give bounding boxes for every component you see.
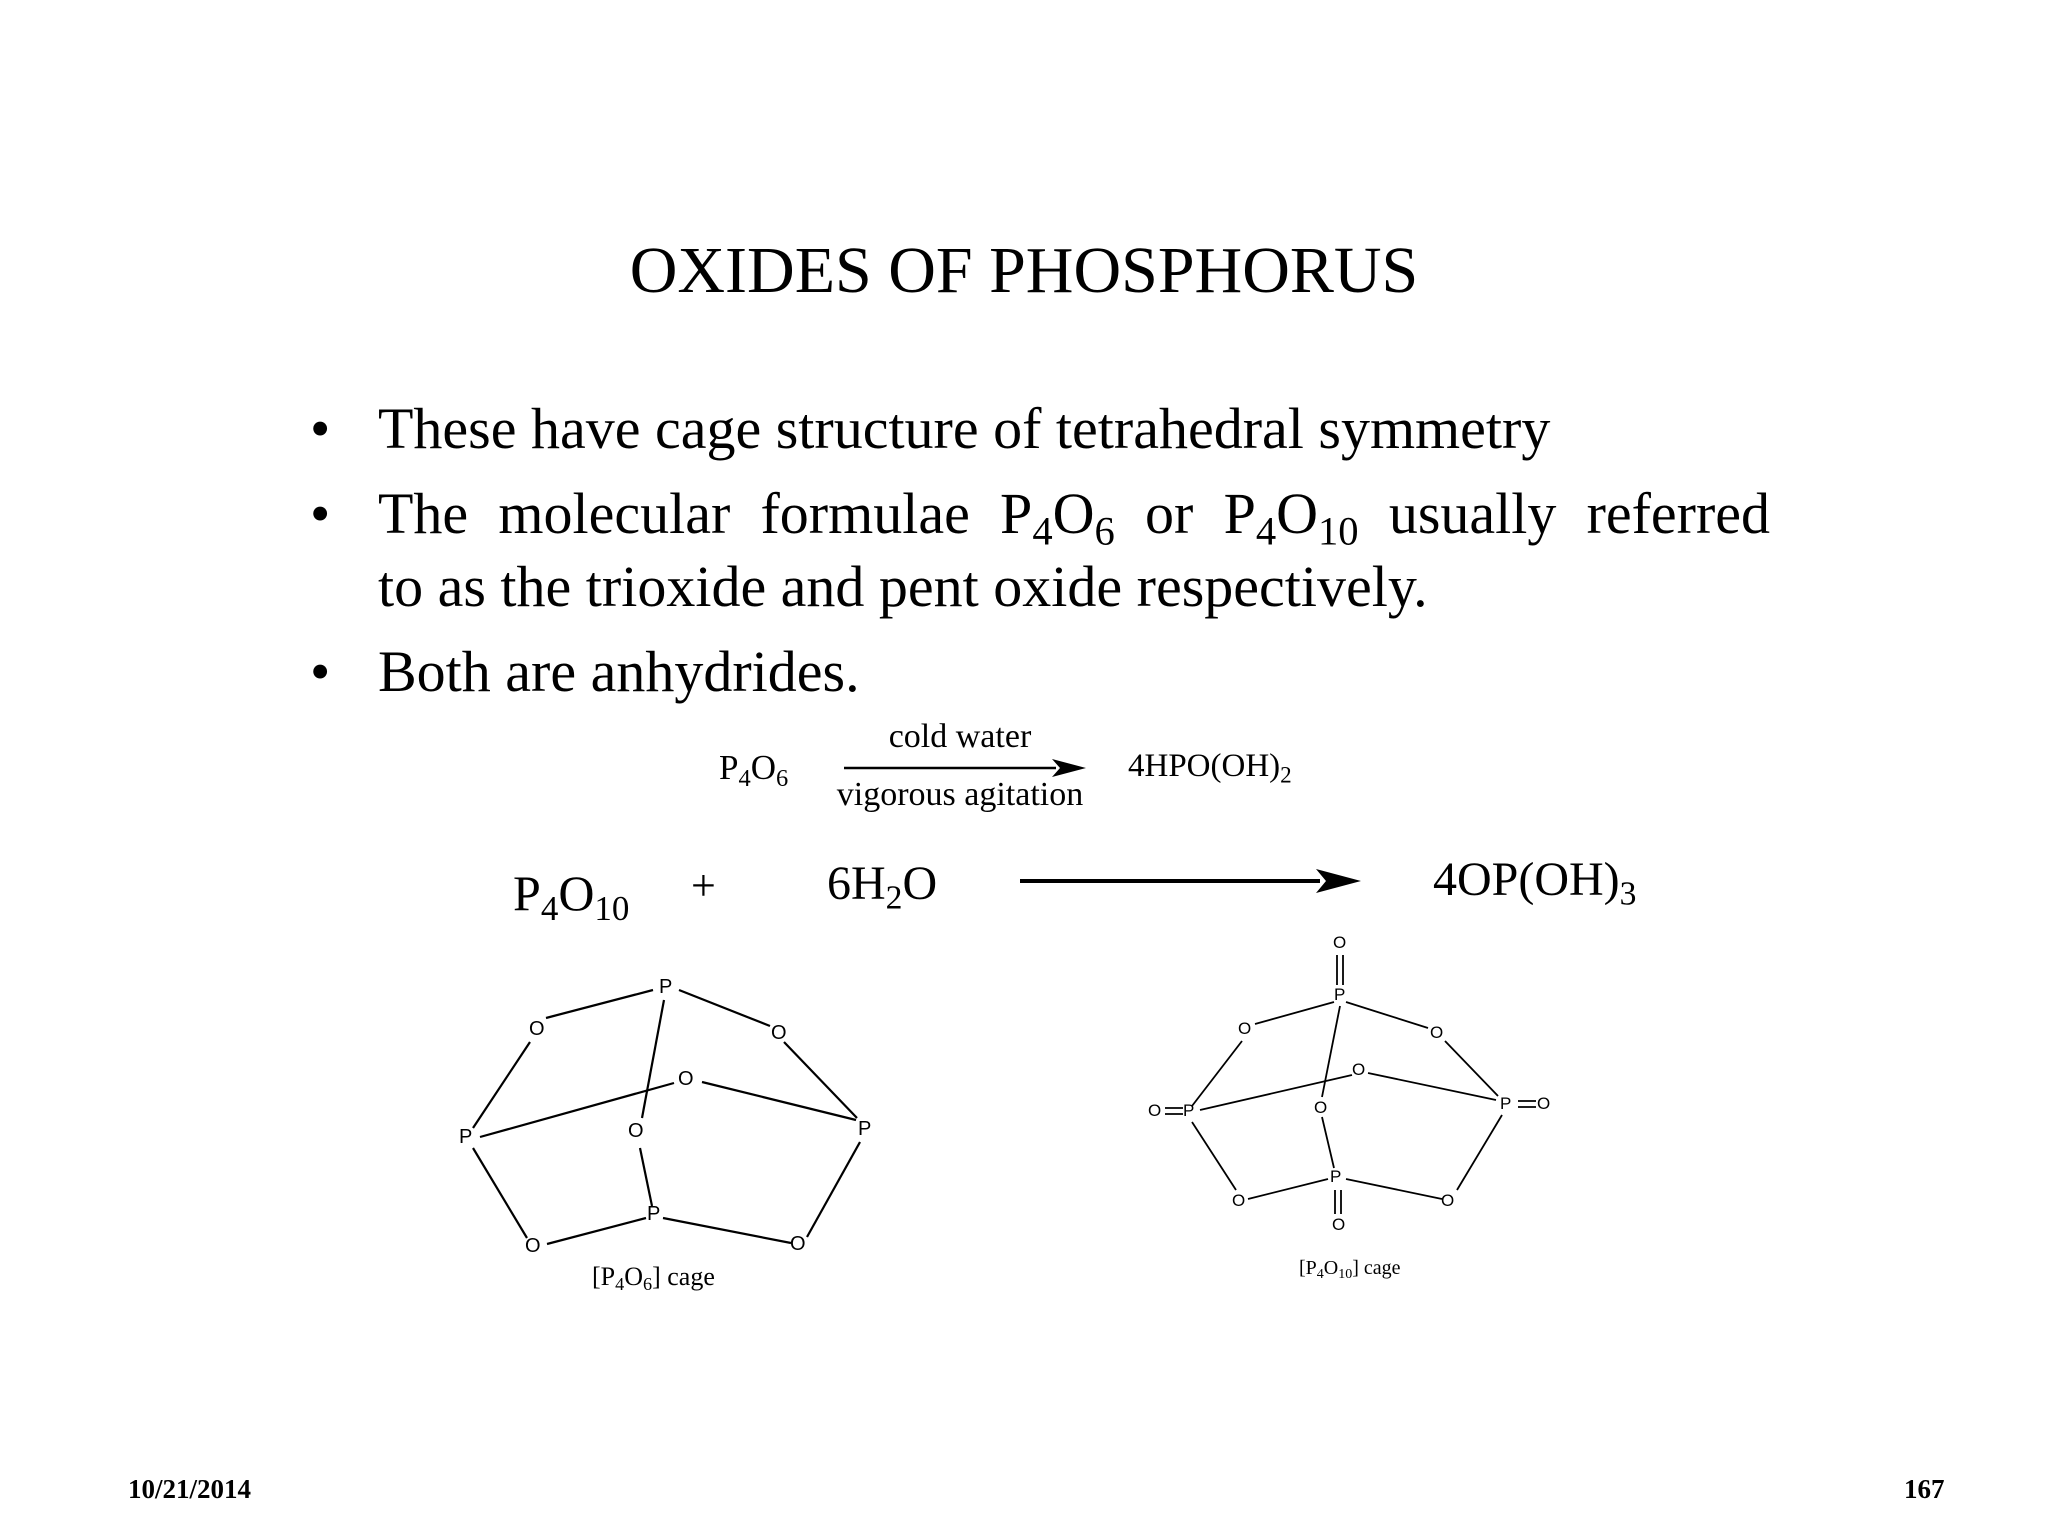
atom-o: O — [1352, 1060, 1366, 1079]
reaction1-condition-below: vigorous agitation — [836, 776, 1084, 813]
atom-p: P — [858, 1118, 872, 1140]
bullet-text-part: or — [1145, 481, 1194, 547]
p4o10-bonds — [1165, 955, 1536, 1214]
reaction2-arrow — [1020, 869, 1361, 893]
atom-o: O — [1333, 933, 1347, 952]
p4o10-caption: $[P_4O_{10}]$ cage — [1299, 1257, 1401, 1282]
atom-p: P — [1500, 1094, 1512, 1113]
bullet-text-part: The molecular formulae — [378, 481, 970, 547]
atom-o: O — [1430, 1023, 1444, 1042]
slide-title: OXIDES OF PHOSPHORUS — [629, 234, 1419, 307]
p4o6-caption: $[P_4O_6]$ cage — [592, 1262, 715, 1295]
atom-o: O — [1238, 1019, 1252, 1038]
reaction2-product: $4OP(OH)_3$ — [1433, 853, 1637, 913]
bullet-text-line-2: to as the trioxide and pent oxide respectively. — [378, 554, 1428, 620]
atom-p: P — [647, 1203, 661, 1225]
bullet-text: These have cage structure of tetrahedral symmetry — [378, 396, 1551, 461]
footer-date: 10/21/2014 — [128, 1474, 252, 1504]
atom-p: P — [1183, 1101, 1195, 1120]
atom-o: O — [1332, 1215, 1346, 1234]
reaction1-reactant: $P_4O_6$ — [719, 748, 789, 792]
bullet-dot: • — [310, 396, 331, 461]
atom-o: O — [1537, 1094, 1551, 1113]
bullet-text: Both are anhydrides. — [378, 639, 860, 705]
reaction1-condition-above: cold water — [888, 718, 1032, 755]
atom-p: P — [1334, 985, 1346, 1004]
atom-o: O — [771, 1022, 787, 1044]
atom-o: O — [628, 1120, 644, 1142]
bullet-dot: • — [310, 639, 331, 705]
bullet-dot: • — [310, 481, 331, 547]
atom-o: O — [1314, 1098, 1328, 1117]
reaction2-plus: + — [691, 861, 716, 910]
atom-p: P — [459, 1126, 473, 1148]
atom-o: O — [1441, 1191, 1455, 1210]
reaction2-water: $6H_2O$ — [827, 857, 938, 917]
atom-p: P — [659, 976, 673, 998]
footer-page-number: 167 — [1904, 1474, 1945, 1504]
reaction2-reactant: $P_4O_{10}$ — [513, 865, 630, 928]
atom-o: O — [678, 1068, 694, 1090]
atom-o: O — [525, 1235, 541, 1257]
atom-o: O — [1148, 1101, 1162, 1120]
formula-p4o6: $P_4O_6$ — [1000, 481, 1115, 554]
bullet-text-part: usually referred — [1388, 481, 1771, 547]
reaction1-product: $4HPO(OH)_2$ — [1128, 748, 1292, 788]
atom-p: P — [1330, 1167, 1342, 1186]
atom-o: O — [790, 1233, 806, 1255]
atom-o: O — [1232, 1191, 1246, 1210]
formula-p4o10: $P_4O_{10}$ — [1223, 481, 1359, 554]
reaction1-arrow — [844, 759, 1086, 777]
atom-o: O — [529, 1018, 545, 1040]
